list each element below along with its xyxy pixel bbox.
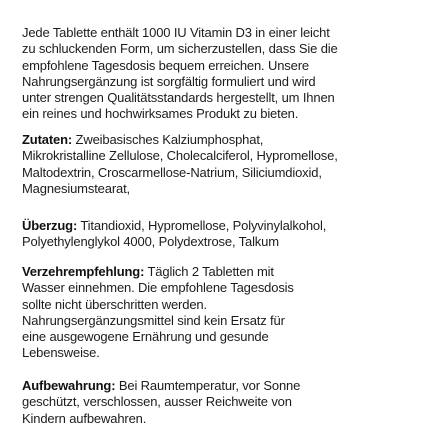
dosage-line: eine ausgewogene Ernährung und gesunde — [22, 329, 269, 345]
dosage-line: Lebensweise. — [22, 345, 100, 361]
dosage-first-line — [22, 264, 432, 280]
ingredients-label: Zutaten: — [22, 132, 73, 147]
dosage-section — [22, 264, 432, 362]
dosage-label: Verzehrempfehlung: — [22, 264, 145, 279]
intro-paragraph — [22, 25, 432, 123]
storage-first-line — [22, 378, 432, 394]
dosage-first-text: Täglich 2 Tabletten mit — [144, 264, 274, 279]
ingredients-section — [22, 132, 432, 197]
intro-line: unter strengen Qualitätsstandards hergestellt, um Ihnen — [22, 90, 335, 106]
intro-line: empfohlene Tagesdosis bequem erreichen. Unsere — [22, 57, 309, 73]
storage-section — [22, 378, 432, 427]
intro-line: zu schluckenden Form, um sicherzustellen, dass Sie die — [22, 41, 338, 57]
ingredients-line: Mikrokristalline Zellulose, Cholecalciferol, Hypromellose, — [22, 148, 338, 164]
ingredients-line: Magnesiumstearat, — [22, 180, 131, 196]
coating-first-text: Titandioxid, Hypromellose, Polyvinylalkohol, — [77, 218, 327, 233]
ingredients-line: Maltodextrin, Croscarmellose-Natrium, Siliciumdioxid, — [22, 164, 322, 180]
coating-section — [22, 218, 432, 251]
coating-label: Überzug: — [22, 218, 78, 233]
dosage-line: Nahrungsergänzungsmittel sind kein Ersatz für — [22, 312, 285, 328]
ingredients-first-text: Zweibasisches Kalziumphosphat, — [72, 132, 264, 147]
intro-line: Jede Tablette enthält 1000 IU Vitamin D3 in einer leicht — [22, 25, 330, 40]
storage-line: geschützt, verschlossen, ausser Reichweite von — [22, 394, 292, 410]
storage-first-text: Bei Raumtemperatur, vor Sonne — [115, 378, 301, 393]
coating-line: Polyethylenglykol 4000, Polydextrose, Talkum — [22, 234, 279, 250]
coating-first-line — [22, 218, 432, 234]
storage-line: Kindern aufbewahren. — [22, 410, 147, 426]
ingredients-first-line — [22, 132, 432, 148]
dosage-line: Wasser einnehmen. Die empfohlene Tagesdosis — [22, 280, 294, 296]
intro-line: ein reines und hochwirksames Produkt zu bieten. — [22, 106, 299, 122]
storage-label: Aufbewahrung: — [22, 378, 116, 393]
intro-line: Nahrungsergänzung ist sorgfältig formuliert und wird — [22, 73, 316, 89]
dosage-line: sollte nicht überschritten werden. — [22, 296, 207, 312]
